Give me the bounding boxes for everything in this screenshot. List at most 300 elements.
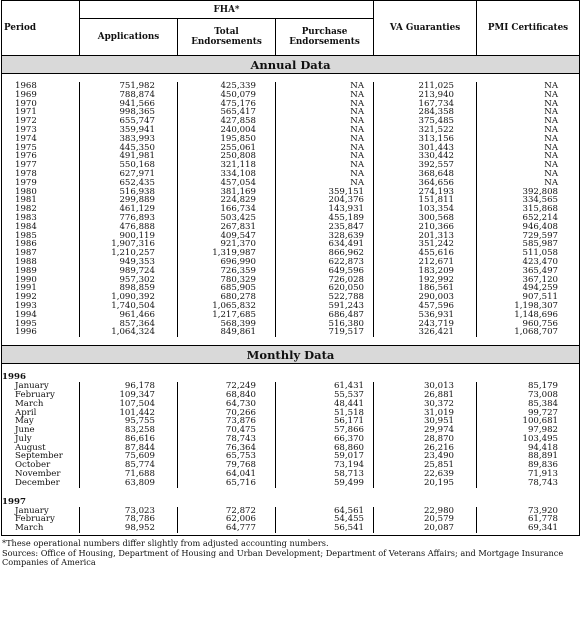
applications-cell: 78,786	[80, 515, 178, 524]
pmi-certificates-header: PMI Certificates	[477, 1, 580, 56]
table-row	[2, 293, 580, 302]
pmi-certificates-cell: 73,920	[477, 507, 580, 516]
va-guaranties-cell: 25,851	[374, 461, 477, 470]
total-endorsements-cell: 267,831	[178, 223, 276, 232]
period-cell: 1991	[2, 284, 80, 293]
va-guaranties-cell: 351,242	[374, 240, 477, 249]
applications-cell: 101,442	[80, 409, 178, 418]
applications-cell: 299,889	[80, 196, 178, 205]
applications-cell: 776,893	[80, 214, 178, 223]
period-cell: January	[2, 382, 80, 391]
pmi-certificates-cell: 334,565	[477, 196, 580, 205]
va-guaranties-cell: 20,195	[374, 479, 477, 488]
pmi-certificates-cell: 85,179	[477, 382, 580, 391]
total-endorsements-cell: 457,054	[178, 179, 276, 188]
pmi-certificates-cell: 73,008	[477, 391, 580, 400]
table-row	[2, 328, 580, 337]
purchase-endorsements-cell: 61,431	[276, 382, 374, 391]
applications-cell: 652,435	[80, 179, 178, 188]
purchase-endorsements-cell: 59,499	[276, 479, 374, 488]
purchase-endorsements-cell: 726,028	[276, 276, 374, 285]
pmi-certificates-cell: 100,681	[477, 417, 580, 426]
table-row	[2, 91, 580, 100]
total-endorsements-cell: 78,743	[178, 435, 276, 444]
purchase-endorsements-cell: 622,873	[276, 258, 374, 267]
total-endorsements-cell: 250,808	[178, 152, 276, 161]
applications-cell: 898,859	[80, 284, 178, 293]
period-cell: 1970	[2, 100, 80, 109]
purchase-endorsements-header: Purchase Endorsements	[276, 19, 374, 56]
purchase-endorsements-cell: 634,491	[276, 240, 374, 249]
applications-cell: 359,941	[80, 126, 178, 135]
va-guaranties-header: VA Guaranties	[374, 1, 477, 56]
va-guaranties-cell: 213,940	[374, 91, 477, 100]
table-row	[2, 223, 580, 232]
applications-cell: 1,064,324	[80, 328, 178, 337]
applications-cell: 85,774	[80, 461, 178, 470]
purchase-endorsements-cell: 51,518	[276, 409, 374, 418]
pmi-certificates-cell: 78,743	[477, 479, 580, 488]
period-cell: 1976	[2, 152, 80, 161]
table-row	[2, 240, 580, 249]
total-endorsements-cell: 425,339	[178, 82, 276, 91]
total-endorsements-cell: 726,359	[178, 267, 276, 276]
period-cell: 1983	[2, 214, 80, 223]
applications-cell: 71,688	[80, 470, 178, 479]
pmi-certificates-cell: 946,408	[477, 223, 580, 232]
period-cell: 1993	[2, 302, 80, 311]
table-row	[2, 188, 580, 197]
applications-cell: 788,874	[80, 91, 178, 100]
purchase-endorsements-cell: 455,189	[276, 214, 374, 223]
purchase-endorsements-cell: 48,441	[276, 400, 374, 409]
va-guaranties-cell: 201,313	[374, 232, 477, 241]
applications-cell: 516,938	[80, 188, 178, 197]
pmi-certificates-cell: 585,987	[477, 240, 580, 249]
table-row	[2, 524, 580, 533]
table-row	[2, 135, 580, 144]
table-row	[2, 258, 580, 267]
va-guaranties-cell: 30,372	[374, 400, 477, 409]
purchase-endorsements-cell: 59,017	[276, 452, 374, 461]
pmi-certificates-cell: 367,120	[477, 276, 580, 285]
table-row	[2, 409, 580, 418]
pmi-certificates-cell: 88,891	[477, 452, 580, 461]
applications-cell: 96,178	[80, 382, 178, 391]
period-cell: 1969	[2, 91, 80, 100]
total-endorsements-cell: 166,734	[178, 205, 276, 214]
total-endorsements-cell: 76,364	[178, 444, 276, 453]
total-endorsements-cell: 921,370	[178, 240, 276, 249]
purchase-endorsements-cell: 73,194	[276, 461, 374, 470]
pmi-certificates-cell: NA	[477, 144, 580, 153]
table-row	[2, 417, 580, 426]
pmi-certificates-cell: 511,058	[477, 249, 580, 258]
va-guaranties-cell: 290,003	[374, 293, 477, 302]
fha-header: FHA*	[80, 1, 374, 19]
applications-cell: 655,747	[80, 117, 178, 126]
total-endorsements-cell: 255,061	[178, 144, 276, 153]
total-endorsements-cell: 334,108	[178, 170, 276, 179]
pmi-certificates-cell: 69,341	[477, 524, 580, 533]
va-guaranties-cell: 22,639	[374, 470, 477, 479]
va-guaranties-cell: 330,442	[374, 152, 477, 161]
table-row	[2, 461, 580, 470]
va-guaranties-cell: 321,522	[374, 126, 477, 135]
pmi-certificates-cell: 1,198,307	[477, 302, 580, 311]
table-row	[2, 311, 580, 320]
pmi-certificates-cell: 1,148,696	[477, 311, 580, 320]
purchase-endorsements-cell: 620,050	[276, 284, 374, 293]
applications-cell: 107,504	[80, 400, 178, 409]
period-cell: 1989	[2, 267, 80, 276]
applications-cell: 445,350	[80, 144, 178, 153]
total-endorsements-cell: 1,217,685	[178, 311, 276, 320]
va-guaranties-cell: 210,366	[374, 223, 477, 232]
total-endorsements-cell: 65,753	[178, 452, 276, 461]
total-endorsements-cell: 72,872	[178, 507, 276, 516]
applications-cell: 95,755	[80, 417, 178, 426]
purchase-endorsements-cell: NA	[276, 144, 374, 153]
total-endorsements-cell: 568,399	[178, 320, 276, 329]
period-cell: 1981	[2, 196, 80, 205]
total-endorsements-cell: 64,730	[178, 400, 276, 409]
applications-cell: 98,952	[80, 524, 178, 533]
table-row	[2, 126, 580, 135]
period-cell: 1985	[2, 232, 80, 241]
purchase-endorsements-cell: 54,455	[276, 515, 374, 524]
table-row	[2, 179, 580, 188]
applications-cell: 86,616	[80, 435, 178, 444]
table-row	[2, 479, 580, 488]
purchase-endorsements-cell: NA	[276, 161, 374, 170]
period-cell: June	[2, 426, 80, 435]
table-row	[2, 152, 580, 161]
table-row	[2, 161, 580, 170]
table-row	[2, 117, 580, 126]
table-row	[2, 391, 580, 400]
pmi-certificates-cell: 315,868	[477, 205, 580, 214]
table-row	[2, 196, 580, 205]
purchase-endorsements-cell: 55,537	[276, 391, 374, 400]
purchase-endorsements-cell: NA	[276, 82, 374, 91]
table-row	[2, 214, 580, 223]
va-guaranties-cell: 375,485	[374, 117, 477, 126]
period-cell: February	[2, 391, 80, 400]
table-row	[2, 232, 580, 241]
applications-cell: 751,982	[80, 82, 178, 91]
table-row	[2, 276, 580, 285]
period-cell: 1972	[2, 117, 80, 126]
period-cell: February	[2, 515, 80, 524]
va-guaranties-cell: 26,881	[374, 391, 477, 400]
total-endorsements-cell: 65,716	[178, 479, 276, 488]
period-cell: 1996	[2, 328, 80, 337]
va-guaranties-cell: 28,870	[374, 435, 477, 444]
pmi-certificates-cell: 652,214	[477, 214, 580, 223]
va-guaranties-cell: 243,719	[374, 320, 477, 329]
table-row	[2, 382, 580, 391]
table-row	[2, 470, 580, 479]
total-endorsements-cell: 70,475	[178, 426, 276, 435]
pmi-certificates-cell: 103,495	[477, 435, 580, 444]
va-guaranties-cell: 301,443	[374, 144, 477, 153]
pmi-certificates-cell: 94,418	[477, 444, 580, 453]
total-endorsements-cell: 70,266	[178, 409, 276, 418]
table-row	[2, 507, 580, 516]
period-cell: 1986	[2, 240, 80, 249]
period-cell: May	[2, 417, 80, 426]
table-row	[2, 267, 580, 276]
pmi-certificates-cell: NA	[477, 135, 580, 144]
table-row	[2, 320, 580, 329]
total-endorsements-cell: 503,425	[178, 214, 276, 223]
period-cell: 1977	[2, 161, 80, 170]
purchase-endorsements-cell: NA	[276, 108, 374, 117]
data-table-container	[1, 0, 579, 568]
table-row	[2, 144, 580, 153]
table-row	[2, 284, 580, 293]
period-cell: 1988	[2, 258, 80, 267]
va-guaranties-cell: 167,734	[374, 100, 477, 109]
pmi-certificates-cell: 907,511	[477, 293, 580, 302]
applications-cell: 900,119	[80, 232, 178, 241]
va-guaranties-cell: 368,648	[374, 170, 477, 179]
va-guaranties-cell: 313,156	[374, 135, 477, 144]
table-row	[2, 82, 580, 91]
pmi-certificates-cell: 97,982	[477, 426, 580, 435]
purchase-endorsements-cell: 719,517	[276, 328, 374, 337]
applications-cell: 1,090,392	[80, 293, 178, 302]
period-cell: 1992	[2, 293, 80, 302]
applications-cell: 83,258	[80, 426, 178, 435]
purchase-endorsements-cell: 204,376	[276, 196, 374, 205]
applications-cell: 949,353	[80, 258, 178, 267]
purchase-endorsements-cell: 686,487	[276, 311, 374, 320]
pmi-certificates-cell: 392,808	[477, 188, 580, 197]
total-endorsements-cell: 73,876	[178, 417, 276, 426]
period-cell: 1994	[2, 311, 80, 320]
pmi-certificates-cell: 99,727	[477, 409, 580, 418]
table-row	[2, 302, 580, 311]
va-guaranties-cell: 22,980	[374, 507, 477, 516]
total-endorsements-cell: 62,006	[178, 515, 276, 524]
total-endorsements-cell: 475,176	[178, 100, 276, 109]
period-cell: 1984	[2, 223, 80, 232]
period-cell: July	[2, 435, 80, 444]
va-guaranties-cell: 20,579	[374, 515, 477, 524]
purchase-endorsements-cell: NA	[276, 170, 374, 179]
purchase-endorsements-cell: 56,171	[276, 417, 374, 426]
pmi-certificates-cell: NA	[477, 91, 580, 100]
period-cell: 1987	[2, 249, 80, 258]
pmi-certificates-cell: 89,836	[477, 461, 580, 470]
purchase-endorsements-cell: NA	[276, 91, 374, 100]
total-endorsements-cell: 1,319,987	[178, 249, 276, 258]
va-guaranties-cell: 30,013	[374, 382, 477, 391]
total-endorsements-cell: 1,065,832	[178, 302, 276, 311]
purchase-endorsements-cell: 58,713	[276, 470, 374, 479]
applications-cell: 1,907,316	[80, 240, 178, 249]
total-endorsements-cell: 680,278	[178, 293, 276, 302]
purchase-endorsements-cell: 866,962	[276, 249, 374, 258]
table-row	[2, 100, 580, 109]
applications-cell: 75,609	[80, 452, 178, 461]
purchase-endorsements-cell: 64,561	[276, 507, 374, 516]
period-cell: 1980	[2, 188, 80, 197]
total-endorsements-cell: 565,417	[178, 108, 276, 117]
applications-cell: 87,844	[80, 444, 178, 453]
purchase-endorsements-cell: 522,788	[276, 293, 374, 302]
total-endorsements-cell: 72,249	[178, 382, 276, 391]
va-guaranties-cell: 326,421	[374, 328, 477, 337]
applications-cell: 957,302	[80, 276, 178, 285]
va-guaranties-cell: 20,087	[374, 524, 477, 533]
period-cell: December	[2, 479, 80, 488]
applications-cell: 461,129	[80, 205, 178, 214]
operational-note: *These operational numbers differ slightly from adjusted accounting numbers.	[2, 538, 329, 549]
total-endorsements-cell: 195,850	[178, 135, 276, 144]
pmi-certificates-cell: 494,259	[477, 284, 580, 293]
pmi-certificates-cell: 729,597	[477, 232, 580, 241]
total-endorsements-cell: 64,041	[178, 470, 276, 479]
applications-cell: 941,566	[80, 100, 178, 109]
pmi-certificates-cell: NA	[477, 117, 580, 126]
pmi-certificates-cell: 85,384	[477, 400, 580, 409]
sources-note: Sources: Office of Housing, Department of Housing and Urban Development; Department of Veterans Affairs; and Mortgage Insurance Companies of America	[2, 547, 564, 568]
period-header: Period	[2, 1, 80, 56]
applications-cell: 109,347	[80, 391, 178, 400]
period-cell: 1975	[2, 144, 80, 153]
total-endorsements-cell: 321,118	[178, 161, 276, 170]
va-guaranties-cell: 23,490	[374, 452, 477, 461]
applications-cell: 989,724	[80, 267, 178, 276]
va-guaranties-cell: 392,557	[374, 161, 477, 170]
period-cell: 1990	[2, 276, 80, 285]
applications-cell: 476,888	[80, 223, 178, 232]
purchase-endorsements-cell: NA	[276, 152, 374, 161]
purchase-endorsements-cell: 516,380	[276, 320, 374, 329]
purchase-endorsements-cell: 235,847	[276, 223, 374, 232]
applications-cell: 998,365	[80, 108, 178, 117]
va-guaranties-cell: 183,209	[374, 267, 477, 276]
monthly-data-title: Monthly Data	[2, 346, 580, 364]
purchase-endorsements-cell: 66,370	[276, 435, 374, 444]
total-endorsements-cell: 409,547	[178, 232, 276, 241]
pmi-certificates-cell: 71,913	[477, 470, 580, 479]
table-row	[2, 452, 580, 461]
table-row	[2, 108, 580, 117]
total-endorsements-cell: 849,861	[178, 328, 276, 337]
va-guaranties-cell: 455,616	[374, 249, 477, 258]
table-row	[2, 170, 580, 179]
period-cell: 1968	[2, 82, 80, 91]
period-cell: 1995	[2, 320, 80, 329]
total-endorsements-cell: 64,777	[178, 524, 276, 533]
period-cell: March	[2, 400, 80, 409]
pmi-certificates-cell: 960,756	[477, 320, 580, 329]
va-guaranties-cell: 211,025	[374, 82, 477, 91]
purchase-endorsements-cell: 68,860	[276, 444, 374, 453]
applications-cell: 961,466	[80, 311, 178, 320]
va-guaranties-cell: 186,561	[374, 284, 477, 293]
total-endorsements-cell: 780,329	[178, 276, 276, 285]
period-cell: September	[2, 452, 80, 461]
applications-cell: 627,971	[80, 170, 178, 179]
total-endorsements-cell: 381,169	[178, 188, 276, 197]
purchase-endorsements-cell: NA	[276, 135, 374, 144]
total-endorsements-cell: 685,905	[178, 284, 276, 293]
table-row	[2, 400, 580, 409]
mortgage-data-table	[1, 0, 580, 536]
pmi-certificates-cell: NA	[477, 179, 580, 188]
period-cell: 1978	[2, 170, 80, 179]
pmi-certificates-cell: NA	[477, 108, 580, 117]
pmi-certificates-cell: NA	[477, 82, 580, 91]
purchase-endorsements-cell: 56,541	[276, 524, 374, 533]
annual-data-title: Annual Data	[2, 56, 580, 74]
period-cell: January	[2, 507, 80, 516]
applications-cell: 1,740,504	[80, 302, 178, 311]
va-guaranties-cell: 30,951	[374, 417, 477, 426]
table-row	[2, 515, 580, 524]
pmi-certificates-cell: 1,068,707	[477, 328, 580, 337]
table-row	[2, 435, 580, 444]
period-cell: March	[2, 524, 80, 533]
applications-cell: 383,993	[80, 135, 178, 144]
va-guaranties-cell: 151,811	[374, 196, 477, 205]
applications-cell: 857,364	[80, 320, 178, 329]
va-guaranties-cell: 536,931	[374, 311, 477, 320]
pmi-certificates-cell: NA	[477, 100, 580, 109]
period-cell: August	[2, 444, 80, 453]
pmi-certificates-cell: NA	[477, 126, 580, 135]
purchase-endorsements-cell: 649,596	[276, 267, 374, 276]
va-guaranties-cell: 29,974	[374, 426, 477, 435]
period-cell: April	[2, 409, 80, 418]
va-guaranties-cell: 284,358	[374, 108, 477, 117]
applications-cell: 73,023	[80, 507, 178, 516]
period-cell: 1982	[2, 205, 80, 214]
pmi-certificates-cell: NA	[477, 152, 580, 161]
period-cell: 1979	[2, 179, 80, 188]
pmi-certificates-cell: 365,497	[477, 267, 580, 276]
applications-cell: 491,981	[80, 152, 178, 161]
purchase-endorsements-cell: 328,639	[276, 232, 374, 241]
va-guaranties-cell: 192,992	[374, 276, 477, 285]
applications-cell: 550,168	[80, 161, 178, 170]
table-row	[2, 444, 580, 453]
purchase-endorsements-cell: 143,931	[276, 205, 374, 214]
purchase-endorsements-cell: NA	[276, 100, 374, 109]
va-guaranties-cell: 212,671	[374, 258, 477, 267]
period-cell: October	[2, 461, 80, 470]
purchase-endorsements-cell: NA	[276, 117, 374, 126]
year-label: 1996	[2, 372, 580, 382]
period-cell: 1974	[2, 135, 80, 144]
total-endorsements-cell: 450,079	[178, 91, 276, 100]
total-endorsements-cell: 696,990	[178, 258, 276, 267]
va-guaranties-cell: 274,193	[374, 188, 477, 197]
purchase-endorsements-cell: NA	[276, 179, 374, 188]
table-row	[2, 249, 580, 258]
applications-cell: 63,809	[80, 479, 178, 488]
va-guaranties-cell: 457,596	[374, 302, 477, 311]
purchase-endorsements-cell: 57,866	[276, 426, 374, 435]
applications-header: Applications	[80, 19, 178, 56]
period-cell: 1971	[2, 108, 80, 117]
pmi-certificates-cell: NA	[477, 170, 580, 179]
